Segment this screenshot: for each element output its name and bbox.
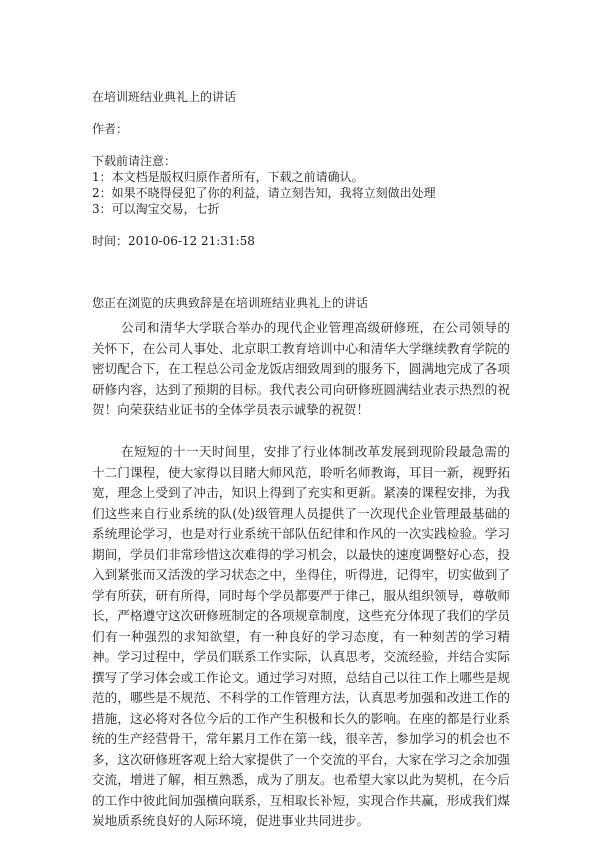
paragraph-intro: 公司和清华大学联合举办的现代企业管理高级研修班，在公司领导的关怀下，在公司人事处、北京职工教育培训中心和清华大学继续教育学院的密切配合下，在工程总公司金龙饭店细致周到的服务下，圆满地完成了各项研修内容，达到了预期的目标。我代表公司向研修班圆满结业表示热烈的祝贺！向荣获结业证书的全体学员表示诚挚的祝贺！ [92,320,510,417]
paragraph-body: 在短短的十一天时间里，安排了行业体制改革发展到现阶段最急需的十二门课程，使大家得以目睹大师风范，聆听名师教诲，耳目一新，视野拓宽，理念上受到了冲击，知识上得到了充实和更新。紧凑的课程安排，为我们这些来自行业系统的队(处)级管理人员提供了一次现代企业管理最基础的系统理论学习，也是对行业系统干部队伍纪律和作风的一次实践检验。学习期间，学员们非常珍惜这次难得的学习机会，以最快的速度调整好心态，投入到紧张而又活泼的学习状态之中，坐得住，听得进，记得牢，切实做到了学有所获，研有所得，同时每个学员都要严于律己，服从组织领导，尊敬师长，严格遵守这次研修班制定的各项规章制度，这些充分体现了我们的学员们有一种强烈的求知欲望，有一种良好的学习态度，有一种刻苦的学习精神。学习过程中，学员们联系工作实际，认真思考，交流经验，并结合实际撰写了学习体会或工作论文。通过学习对照，总结自己以往工作上哪些是规范的，哪些是不规范、不科学的工作管理方法，认真思考加强和改进工作的措施，这必将对各位今后的工作产生积极和长久的影响。在座的都是行业系统的生产经营骨干，常年累月工作在第一线，很辛苦，参加学习的机会也不多，这次研修班客观上给大家提供了一个交流的平台，大家在学习之余加强交流，增进了解，相互熟悉，成为了朋友。也希望大家以此为契机，在今后的工作中彼此间加强横向联系，互相取长补短，实现合作共赢，形成我们煤炭地质系统良好的人际环境，促进事业共同进步。 [92,444,510,828]
timestamp: 时间：2010-06-12 21:31:58 [92,234,255,248]
author-label: 作者： [92,122,129,136]
notice-heading: 下载前请注意： [92,154,177,168]
notice-item: 1：本文档是版权归原作者所有，下载之前请确认。 [92,170,364,184]
browsing-notice: 您正在浏览的庆典致辞是在培训班结业典礼上的讲话 [92,296,369,310]
notice-item: 2：如果不晓得侵犯了你的利益，请立刻告知，我将立刻做出处理 [92,186,436,200]
document-title: 在培训班结业典礼上的讲话 [92,90,237,104]
notice-item: 3：可以淘宝交易，七折 [92,202,220,216]
